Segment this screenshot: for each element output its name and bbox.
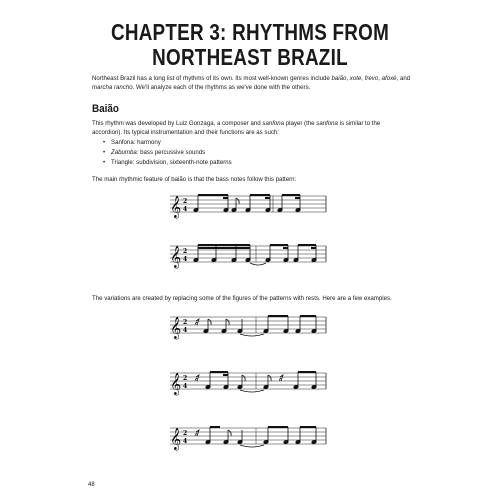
instrument-item: • Triangle: subdivision, sixteenth-note patterns bbox=[103, 158, 232, 168]
time-signature-top: 2 bbox=[183, 319, 188, 326]
time-signature-bottom: 4 bbox=[183, 206, 188, 213]
rest-symbol bbox=[196, 375, 199, 381]
intro-paragraph: Northeast Brazil has a long list of rhythms of its own. Its most well-known genres include baião, xote, frevo, afoxé, and marcha rancho. We'll analyze each of the rhythms as we've done with the others. bbox=[92, 75, 411, 91]
chapter-title-line-1: CHAPTER 3: RHYTHMS FROM bbox=[110, 19, 390, 45]
notation-staff-variation-1 bbox=[168, 307, 328, 347]
time-signature-top: 2 bbox=[183, 248, 188, 255]
time-signature-bottom: 4 bbox=[183, 438, 188, 445]
instrument-item: • Zabumba: bass percussive sounds bbox=[103, 148, 232, 158]
notation-staff-variation-3 bbox=[168, 418, 328, 458]
notation-staff-basic-pattern bbox=[168, 186, 328, 226]
time-signature-top: 2 bbox=[183, 198, 188, 205]
notation-staff-variation-2 bbox=[168, 363, 328, 403]
instrument-list bbox=[103, 138, 232, 168]
time-signature-top: 2 bbox=[183, 430, 188, 437]
time-signature-bottom: 4 bbox=[183, 327, 188, 334]
treble-clef: 𝄞 bbox=[170, 317, 182, 339]
time-signature-bottom: 4 bbox=[183, 383, 188, 390]
baiao-description-paragraph: This rhythm was developed by Luiz Gonzaga, a composer and sanfona player (the sanfona is similar to the accordion). Its typical instrumentation and their functions are as such: bbox=[92, 120, 381, 136]
time-signature-bottom: 4 bbox=[183, 256, 188, 263]
section-title-baiao: Baião bbox=[92, 103, 119, 115]
notation-staff-tied-pattern bbox=[168, 236, 328, 276]
bass-pattern-intro: The main rhythmic feature of baião is that the bass notes follow this pattern: bbox=[92, 176, 297, 183]
rest-symbol bbox=[196, 430, 199, 436]
chapter-title-line-2: NORTHEAST BRAZIL bbox=[152, 44, 348, 70]
page-number: 48 bbox=[88, 482, 95, 488]
variations-paragraph: The variations are created by replacing some of the figures of the patterns with rests. Here are a few examples. bbox=[92, 295, 392, 302]
time-signature-top: 2 bbox=[183, 375, 188, 382]
rest-symbol bbox=[196, 319, 199, 325]
treble-clef: 𝄞 bbox=[170, 246, 182, 268]
rest-symbol bbox=[280, 375, 283, 381]
instrument-item: • Sanfona: harmony bbox=[103, 138, 232, 148]
rhythm-figures bbox=[193, 194, 300, 212]
treble-clef: 𝄞 bbox=[170, 373, 182, 395]
treble-clef: 𝄞 bbox=[170, 428, 182, 450]
treble-clef: 𝄞 bbox=[170, 196, 182, 218]
